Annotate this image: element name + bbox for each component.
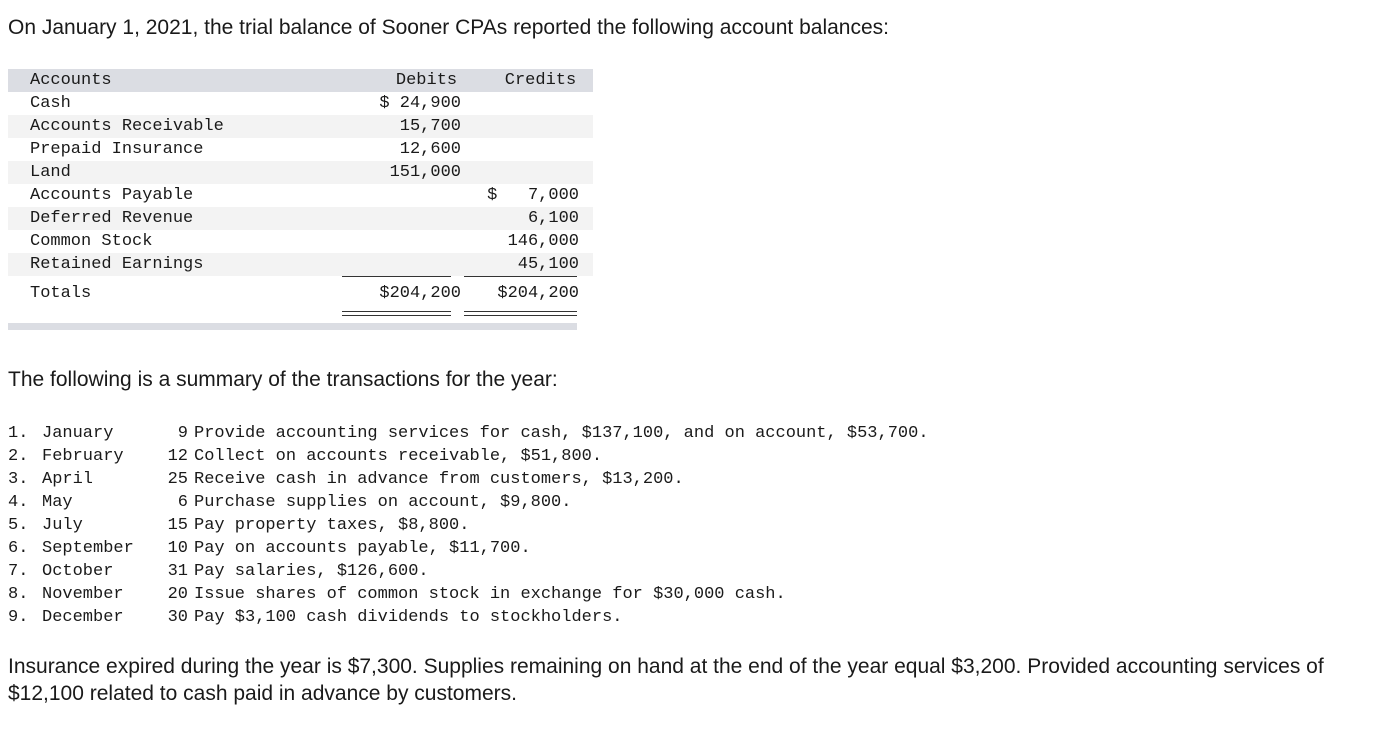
transaction-description: Provide accounting services for cash, $137,100, and on account, $53,700. bbox=[194, 424, 929, 443]
debit-value: $ 24,900 bbox=[379, 94, 461, 113]
debit-value: 12,600 bbox=[399, 140, 461, 159]
intro-text: On January 1, 2021, the trial balance of Sooner CPAs reported the following account balances: bbox=[8, 16, 889, 39]
account-name: Common Stock bbox=[30, 232, 153, 251]
transaction-description: Pay salaries, $126,600. bbox=[194, 562, 429, 581]
transaction-month: November bbox=[42, 585, 124, 604]
total-debits: $204,200 bbox=[379, 284, 461, 303]
transaction-number: 2. bbox=[8, 447, 29, 466]
summary-intro-text: The following is a summary of the transactions for the year: bbox=[8, 368, 558, 391]
transaction-day: 15 bbox=[167, 516, 188, 535]
debit-value: 15,700 bbox=[399, 117, 461, 136]
table-row bbox=[8, 138, 593, 161]
transaction-day: 31 bbox=[167, 562, 188, 581]
transaction-description: Issue shares of common stock in exchange for $30,000 cash. bbox=[194, 585, 786, 604]
totals-label: Totals bbox=[30, 284, 92, 303]
total-credits: $204,200 bbox=[497, 284, 579, 303]
list-item bbox=[8, 537, 929, 560]
transactions-list bbox=[8, 422, 929, 629]
credit-double-rule bbox=[464, 311, 577, 316]
transaction-description: Pay property taxes, $8,800. bbox=[194, 516, 470, 535]
transaction-description: Receive cash in advance from customers, $13,200. bbox=[194, 470, 684, 489]
debit-value bbox=[364, 253, 474, 276]
transaction-number: 4. bbox=[8, 493, 29, 512]
list-item bbox=[8, 445, 929, 468]
credit-total-rule bbox=[464, 276, 577, 277]
debit-value: 151,000 bbox=[389, 163, 461, 182]
debit-value bbox=[364, 230, 474, 253]
credit-value: 146,000 bbox=[507, 232, 579, 251]
transaction-number: 5. bbox=[8, 516, 29, 535]
transaction-month: September bbox=[42, 539, 134, 558]
credit-value bbox=[474, 115, 593, 138]
account-name: Prepaid Insurance bbox=[30, 140, 204, 159]
transaction-month: May bbox=[42, 493, 73, 512]
closing-text: Insurance expired during the year is $7,300. Supplies remaining on hand at the end of the year equal $3,200. Provided accounting services of $12,100 related to cash paid in advance by customers. bbox=[8, 655, 1324, 705]
list-item bbox=[8, 583, 929, 606]
table-row bbox=[8, 230, 593, 253]
credit-value bbox=[474, 92, 593, 115]
transaction-number: 6. bbox=[8, 539, 29, 558]
list-item bbox=[8, 491, 929, 514]
table-row bbox=[8, 115, 593, 138]
table-header-row bbox=[8, 69, 593, 92]
list-item bbox=[8, 514, 929, 537]
transaction-number: 3. bbox=[8, 470, 29, 489]
transaction-month: October bbox=[42, 562, 114, 581]
transaction-day: 25 bbox=[167, 470, 188, 489]
transaction-description: Purchase supplies on account, $9,800. bbox=[194, 493, 572, 512]
table-row bbox=[8, 161, 593, 184]
table-row bbox=[8, 92, 593, 115]
list-item bbox=[8, 606, 929, 629]
transaction-month: April bbox=[42, 470, 94, 489]
totals-row bbox=[8, 276, 593, 312]
account-name: Cash bbox=[30, 94, 71, 113]
debit-double-rule bbox=[342, 311, 451, 316]
transaction-month: July bbox=[42, 516, 83, 535]
transaction-day: 6 bbox=[177, 493, 188, 512]
transaction-description: Collect on accounts receivable, $51,800. bbox=[194, 447, 603, 466]
account-name: Land bbox=[30, 163, 71, 182]
transaction-month: January bbox=[42, 424, 114, 443]
credits-header: Credits bbox=[504, 71, 577, 90]
table-row bbox=[8, 184, 593, 207]
list-item bbox=[8, 468, 929, 491]
credit-value bbox=[474, 161, 593, 184]
transaction-number: 9. bbox=[8, 608, 29, 627]
accounts-header: Accounts bbox=[30, 71, 112, 90]
transaction-day: 10 bbox=[167, 539, 188, 558]
transaction-month: December bbox=[42, 608, 124, 627]
account-name: Accounts Receivable bbox=[30, 117, 224, 136]
transaction-number: 7. bbox=[8, 562, 29, 581]
credit-value bbox=[474, 138, 593, 161]
account-name: Retained Earnings bbox=[30, 255, 204, 274]
transaction-description: Pay $3,100 cash dividends to stockholders. bbox=[194, 608, 623, 627]
list-item bbox=[8, 422, 929, 445]
transaction-day: 9 bbox=[177, 424, 188, 443]
credit-value: 45,100 bbox=[517, 255, 579, 274]
transaction-day: 30 bbox=[167, 608, 188, 627]
list-item bbox=[8, 560, 929, 583]
account-name: Accounts Payable bbox=[30, 186, 194, 205]
transaction-number: 8. bbox=[8, 585, 29, 604]
transaction-day: 12 bbox=[167, 447, 188, 466]
account-name: Deferred Revenue bbox=[30, 209, 194, 228]
transaction-number: 1. bbox=[8, 424, 29, 443]
credit-value: $ 7,000 bbox=[487, 186, 579, 205]
debit-total-rule bbox=[342, 276, 451, 277]
credit-value: 6,100 bbox=[527, 209, 579, 228]
table-row bbox=[8, 253, 593, 276]
debit-value bbox=[364, 207, 474, 230]
table-row bbox=[8, 207, 593, 230]
debits-header: Debits bbox=[395, 71, 458, 90]
transaction-description: Pay on accounts payable, $11,700. bbox=[194, 539, 531, 558]
transaction-day: 20 bbox=[167, 585, 188, 604]
debit-value bbox=[364, 184, 474, 207]
table-footer-bar bbox=[8, 323, 577, 330]
transaction-month: February bbox=[42, 447, 124, 466]
